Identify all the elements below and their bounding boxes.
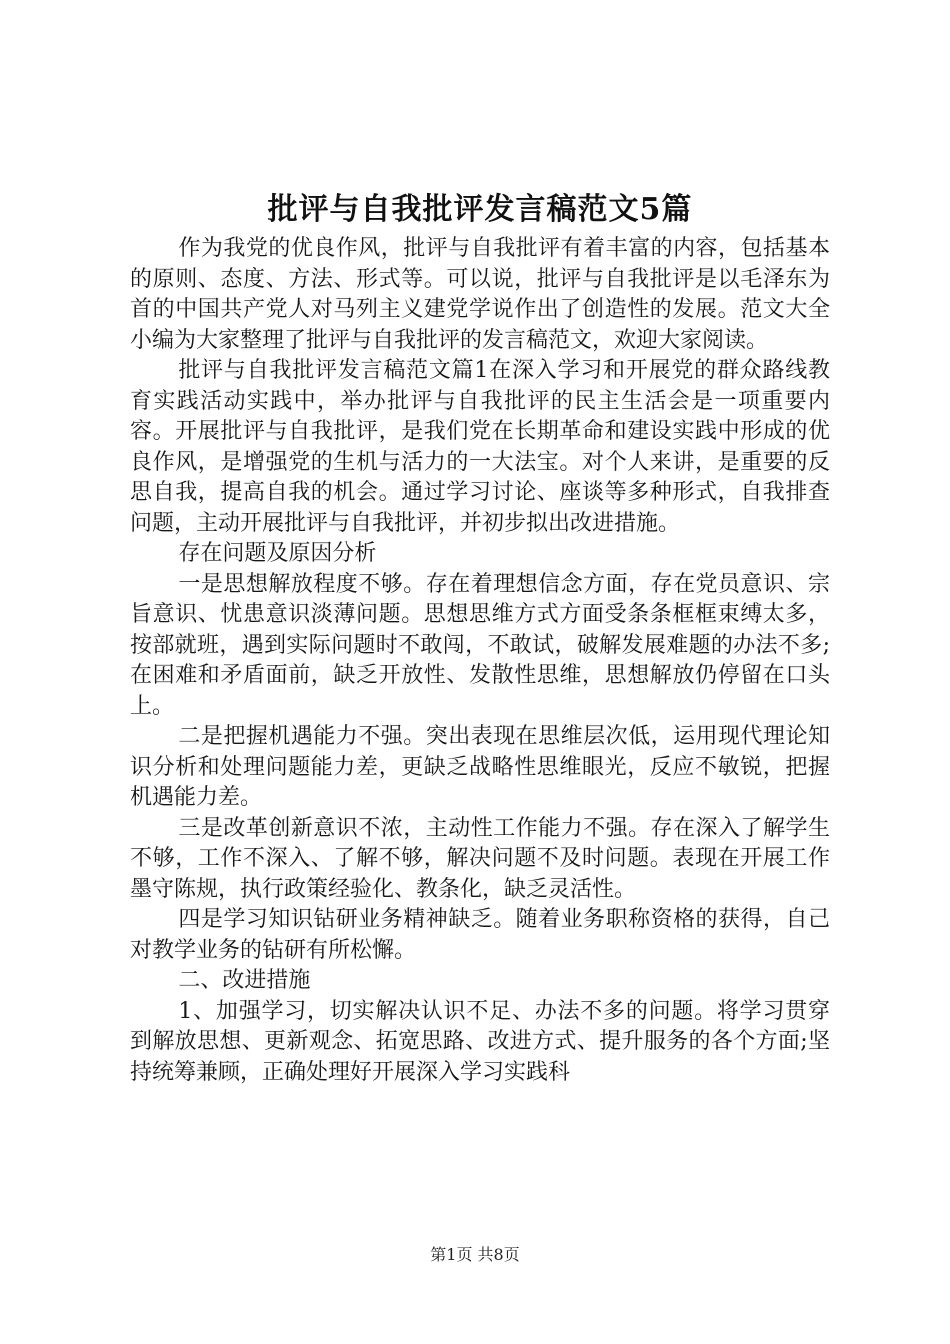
- paragraph-problem-4: 四是学习知识钻研业务精神缺乏。随着业务职称资格的获得，自己对教学业务的钻研有所松懈。: [130, 907, 830, 963]
- document-title: 批评与自我批评发言稿范文5篇: [267, 192, 693, 227]
- paragraph-problem-2: 二是把握机遇能力不强。突出表现在思维层次低，运用现代理论知识分析和处理问题能力差，更缺乏战略性思维眼光，反应不敏锐，把握机遇能力差。: [130, 724, 830, 810]
- document-body: [130, 234, 830, 1088]
- paragraph-measure-1: 1、加强学习，切实解决认识不足、办法不多的问题。将学习贯穿到解放思想、更新观念、拓宽思路、改进方式、提升服务的各个方面;坚持统筹兼顾，正确处理好开展深入学习实践科: [130, 998, 830, 1085]
- paragraph-problem-1: 一是思想解放程度不够。存在着理想信念方面，存在党员意识、宗旨意识、忧患意识淡薄问题。思想思维方式方面受条条框框束缚太多，按部就班，遇到实际问题时不敢闯，不敢试，破解发展难题的办法不多;在困难和矛盾面前，缺乏开放性、发散性思维，思想解放仍停留在口头上。: [130, 571, 830, 719]
- paragraph-sample-1: 批评与自我批评发言稿范文篇1在深入学习和开展党的群众路线教育实践活动实践中，举办批评与自我批评的民主生活会是一项重要内容。开展批评与自我批评，是我们党在长期革命和建设实践中形成的优良作风，是增强党的生机与活力的一大法宝。对个人来讲，是重要的反思自我，提高自我的机会。通过学习讨论、座谈等多种形式，自我排查问题，主动开展批评与自我批评，并初步拟出改进措施。: [130, 358, 830, 536]
- section-heading-measures: 二、改进措施: [178, 968, 311, 993]
- page-footer: 第1页 共8页: [430, 1245, 520, 1264]
- section-heading-problems: 存在问题及原因分析: [178, 541, 377, 566]
- document-content: [130, 188, 830, 1088]
- paragraph-intro: 作为我党的优良作风，批评与自我批评有着丰富的内容，包括基本的原则、态度、方法、形式等。可以说，批评与自我批评是以毛泽东为首的中国共产党人对马列主义建党学说作出了创造性的发展。范文大全小编为大家整理了批评与自我批评的发言稿范文，欢迎大家阅读。: [130, 236, 830, 353]
- paragraph-problem-3: 三是改革创新意识不浓，主动性工作能力不强。存在深入了解学生不够，工作不深入、了解不够，解决问题不及时问题。表现在开展工作墨守陈规，执行政策经验化、教条化，缺乏灵活性。: [130, 815, 830, 902]
